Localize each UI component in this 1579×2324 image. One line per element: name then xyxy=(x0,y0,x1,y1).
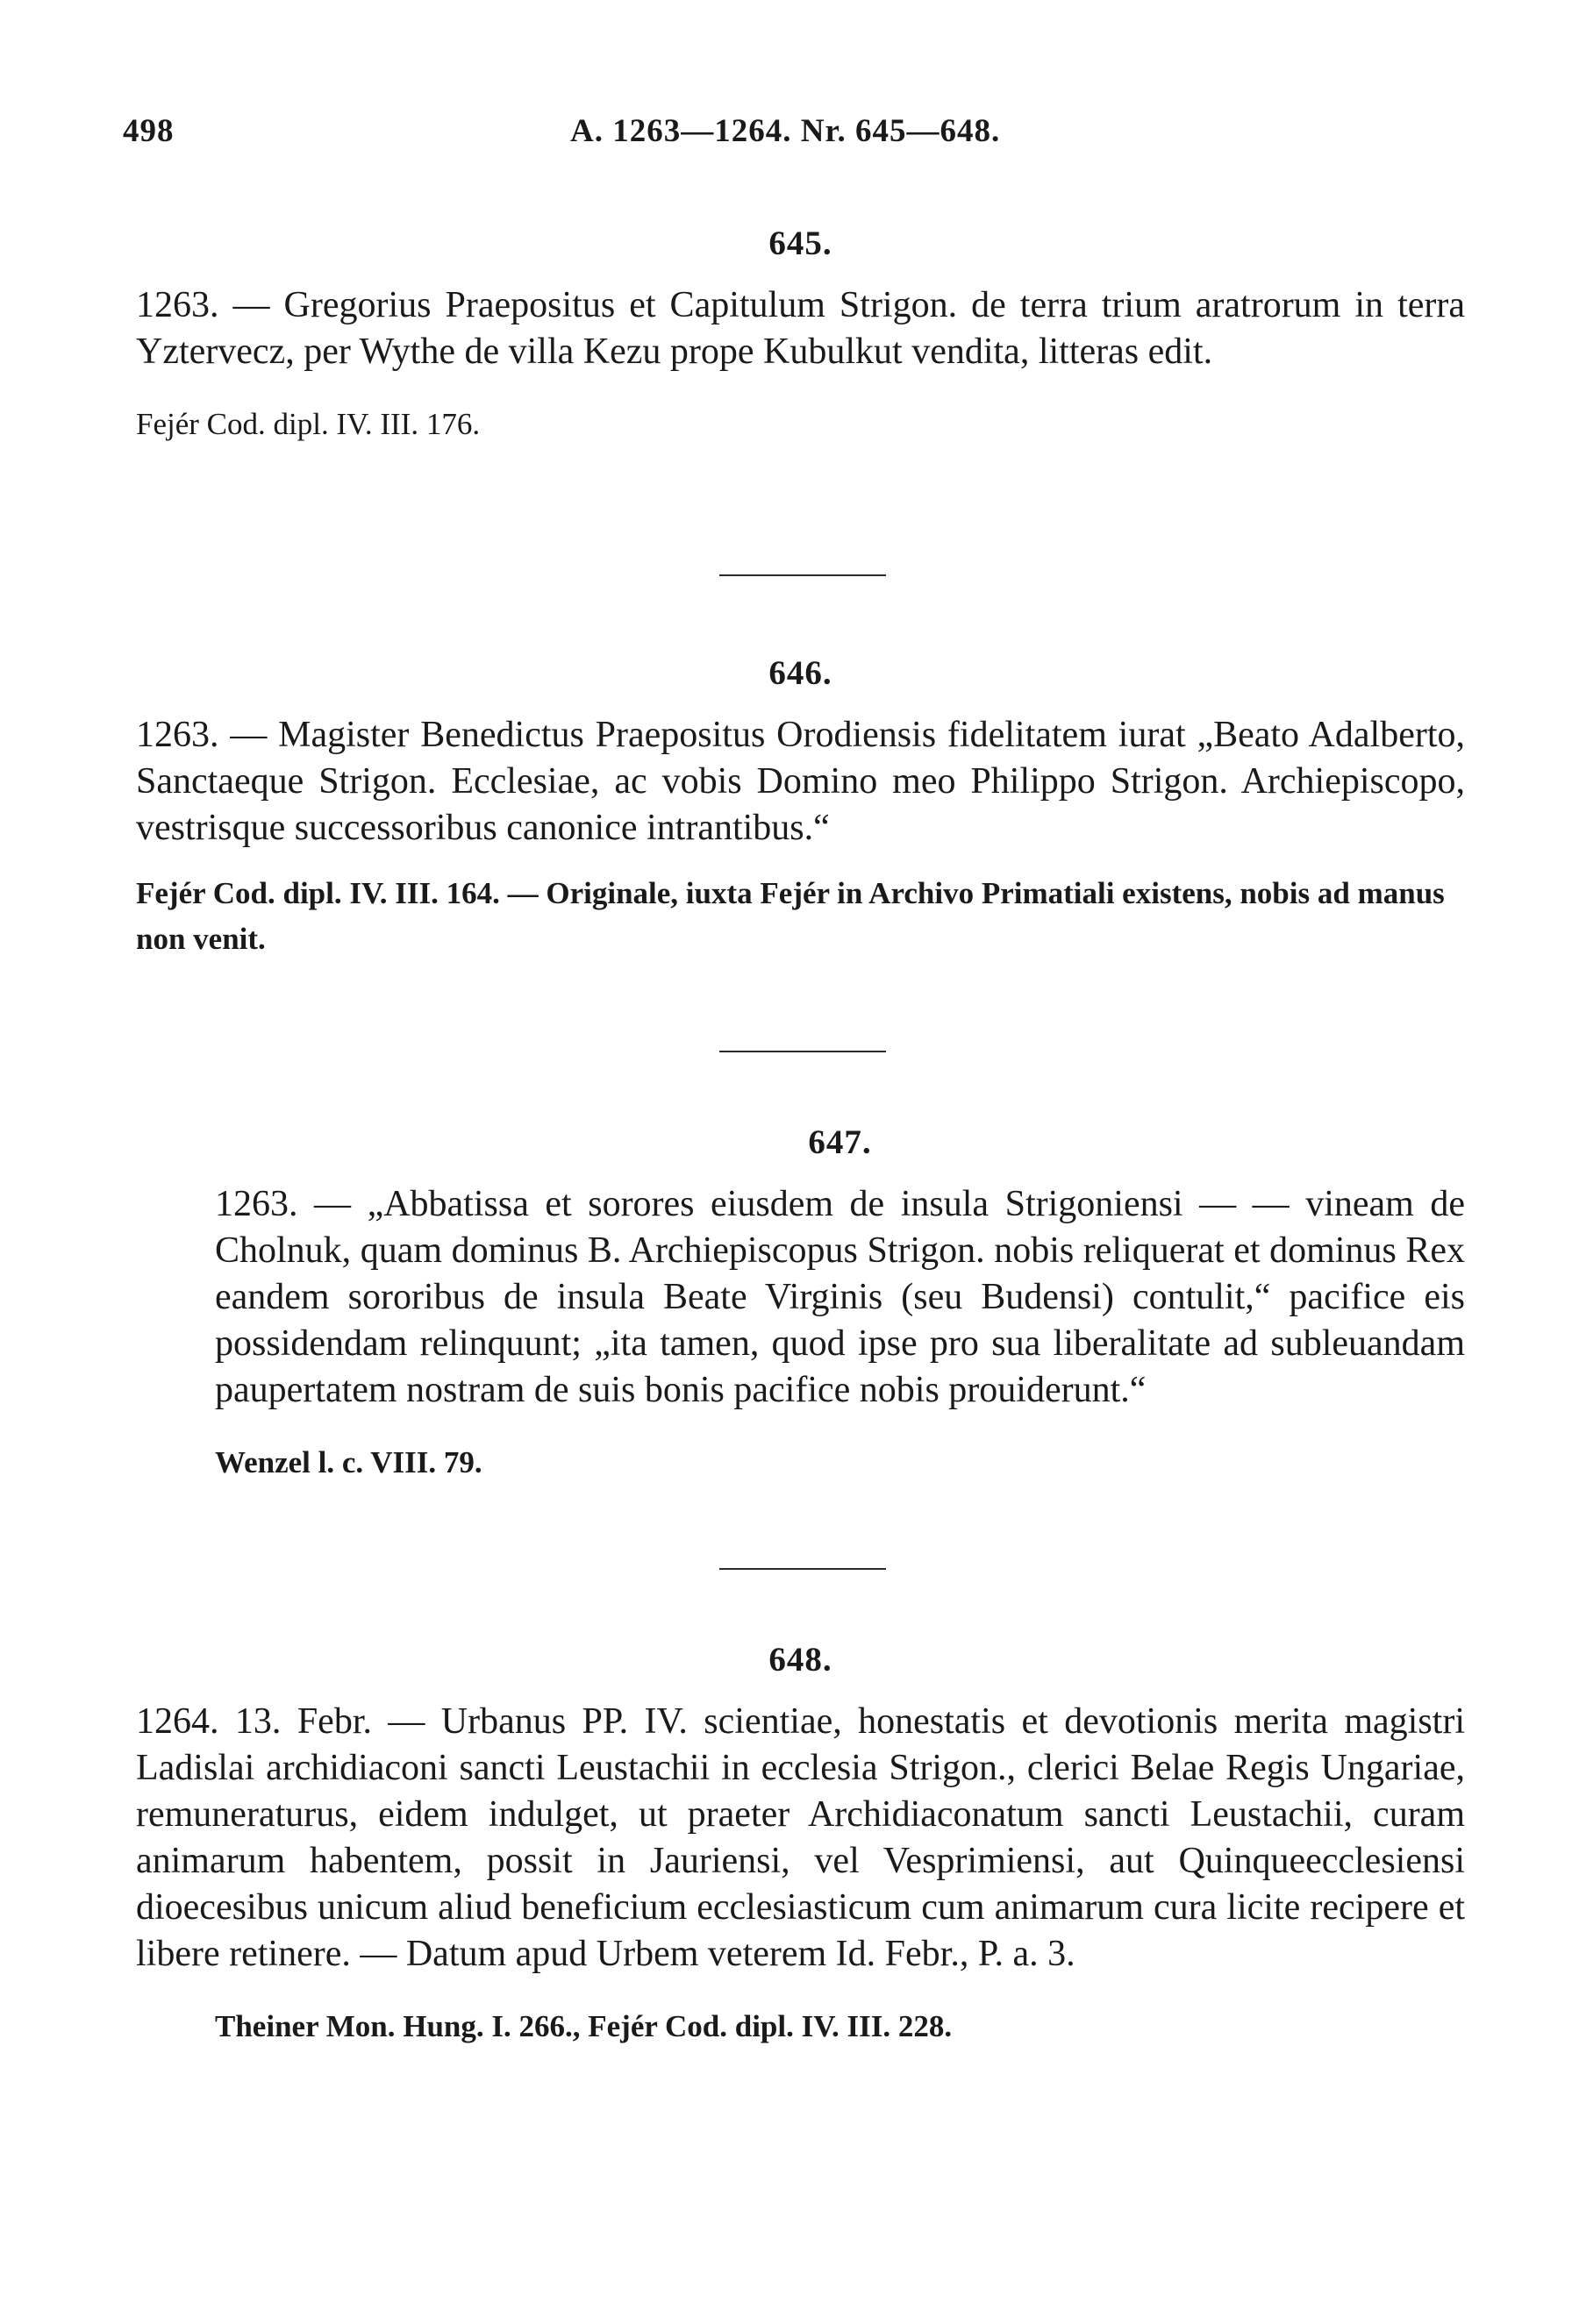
entry-text: 1264. 13. Febr. — Urbanus PP. IV. scientiae, honestatis et devotionis merita magistri Ladislai archidiaconi sancti Leustachii in ecclesia Strigon., clerici Belae Regis Ungariae, remuneraturus, eidem indulget, ut praeter Archidiaconatum sancti Leustachii, curam animarum habentem, possit in Jauriensi, vel Vesprimiensi, aut Quinqueecclesiensi dioecesibus unicum aliud beneficium ecclesiasticum cum animarum cura licite recipere et libere retinere. — Datum apud Urbem veterem Id. Febr., P. a. 3. xyxy=(136,1701,1465,1974)
entry-645 xyxy=(136,224,1465,447)
entry-citation: Fejér Cod. dipl. IV. III. 164. — Originale, iuxta Fejér in Archivo Primatiali existens, nobis ad manus non venit. xyxy=(136,876,1445,956)
entry-648 xyxy=(136,1640,1465,2050)
entry-text: 1263. — „Abbatissa et sorores eiusdem de insula Strigoniensi — — vineam de Cholnuk, quam dominus B. Archiepiscopus Strigon. nobis reliquerat et dominus Rex eandem sororibus de insula Beate Virginis (seu Budensi) contulit,“ pacifice eis possidendam relinquunt; „ita tamen, quod ipse pro sua liberalitate ad subleuandam paupertatem nostram de suis bonis pacifice nobis prouiderunt.“ xyxy=(215,1184,1465,1410)
section-divider xyxy=(719,1568,886,1570)
entry-number: 647. xyxy=(808,1123,872,1161)
entry-646 xyxy=(136,653,1465,962)
entry-text: 1263. — Magister Benedictus Praepositus Orodiensis fidelitatem iurat „Beato Adalberto, Sanctaeque Strigon. Ecclesiae, ac vobis Domino meo Philippo Strigon. Archiepiscopo, vestrisque successoribus canonice intrantibus.“ xyxy=(136,715,1465,848)
section-divider xyxy=(719,574,886,576)
entry-number: 646. xyxy=(768,654,832,692)
entry-number: 645. xyxy=(768,225,832,262)
section-divider xyxy=(719,1051,886,1052)
page-number: 498 xyxy=(123,113,175,149)
running-title: A. 1263—1264. Nr. 645—648. xyxy=(570,113,1001,149)
entry-citation: Fejér Cod. dipl. IV. III. 176. xyxy=(136,407,481,441)
entry-text: 1263. — Gregorius Praepositus et Capitulum Strigon. de terra trium aratrorum in terra Yztervecz, per Wythe de villa Kezu prope Kubulkut vendita, litteras edit. xyxy=(136,285,1465,372)
entry-number: 648. xyxy=(768,1641,832,1679)
page-header xyxy=(123,112,1456,156)
entry-citation: Wenzel l. c. VIII. 79. xyxy=(215,1445,482,1479)
entry-647 xyxy=(215,1123,1465,1486)
entry-citation: Theiner Mon. Hung. I. 266., Fejér Cod. dipl. IV. III. 228. xyxy=(215,2009,953,2043)
